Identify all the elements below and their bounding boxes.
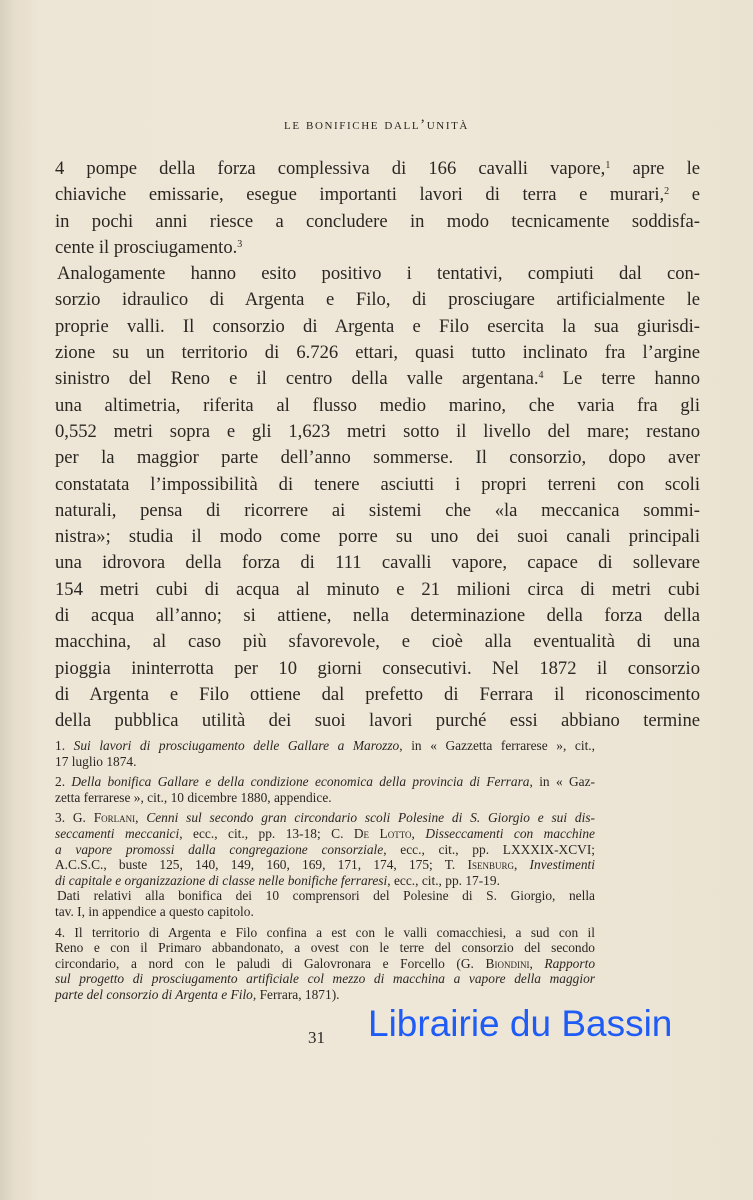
text-segment: , Ferrara, 1871). (252, 986, 340, 1002)
text-line (55, 235, 700, 261)
text-line (55, 754, 595, 770)
text-segment: della pubblica utilità dei suoi lavori purché essi abbiano termine (55, 710, 700, 732)
text-segment: 4 pompe della forza complessiva di 166 cavalli vapore, (55, 158, 606, 179)
text-segment: in pochi anni riesce a concludere in modo tecnicamente soddisfa- (55, 210, 700, 232)
text-line (55, 314, 700, 340)
footnote-ref: 2 (664, 186, 670, 198)
text-segment: e (669, 184, 700, 206)
text-segment: , ecc., cit., pp. 13-18; C. (179, 825, 354, 841)
text-line (55, 287, 700, 313)
text-segment: 4. Il territorio di Argenta e Filo confina a est con le valli comacchiesi, a sud con il (55, 924, 595, 940)
text-line (55, 156, 700, 182)
text-segment: Rapporto (544, 955, 596, 971)
text-segment: , (135, 810, 147, 826)
text-line (55, 419, 700, 445)
text-segment: constatata l’impossibilità di tenere asciutti i propri terreni con scoli (55, 473, 700, 495)
text-line (55, 940, 595, 956)
text-line (55, 445, 700, 471)
running-header: le bonifiche dall’unità (284, 117, 469, 133)
text-line (55, 524, 700, 550)
text-line (55, 498, 700, 524)
text-line (55, 682, 700, 708)
text-line (55, 209, 700, 235)
text-line (55, 656, 700, 682)
text-line (55, 857, 595, 873)
text-segment: seccamenti meccanici (55, 825, 180, 841)
text-segment: chiaviche emissarie, esegue importanti lavori di terra e murari, (55, 184, 665, 206)
text-line (55, 340, 700, 366)
text-line (55, 577, 700, 603)
text-segment: per la maggior parte dell’anno sommerse. Il consorzio, dopo aver (55, 447, 700, 469)
footnote (55, 810, 595, 919)
text-line (55, 774, 595, 790)
text-line (55, 842, 595, 858)
text-segment: Biondini (485, 955, 530, 971)
footnote-ref: 1 (605, 160, 611, 171)
text-segment: di Argenta e Filo ottiene dal prefetto di Ferrara il riconoscimento (55, 683, 700, 705)
text-segment: Isenburg (467, 857, 514, 873)
text-line (55, 472, 700, 498)
text-segment: apre le (610, 158, 700, 179)
text-line (55, 873, 595, 889)
text-segment: , ecc., cit., pp. 17-19. (387, 872, 500, 888)
text-segment: Analogamente hanno esito positivo i tentativi, compiuti dal con- (57, 263, 700, 285)
text-segment: 0,552 metri sopra e gli 1,623 metri sotto il livello del mare; restano (55, 420, 700, 442)
text-segment: una altimetria, riferita al flusso medio marino, che varia fra gli (55, 394, 700, 416)
text-segment: circondario, a nord con le paludi di Galovronara e Forcello (G. (55, 955, 486, 971)
text-line (55, 708, 700, 734)
text-segment: di capitale e organizzazione di classe nelle bonifiche ferraresi (55, 872, 388, 888)
text-segment: di acqua all’anno; si attiene, nella determinazione della forza della (55, 605, 700, 627)
main-text (55, 156, 700, 735)
text-segment: , ecc., cit., pp. LXXXIX-XCVI; (383, 841, 595, 857)
text-line (55, 790, 595, 806)
text-segment: Sui lavori di prosciugamento delle Gallare a Marozzo (73, 738, 400, 753)
text-segment: sorzio idraulico di Argenta e Filo, di prosciugare artificialmente le (55, 289, 700, 311)
text-segment: , (513, 857, 530, 873)
text-segment: Le terre hanno (543, 368, 700, 390)
text-segment: zione su un territorio di 6.726 ettari, quasi tutto inclinato fra l’argine (55, 342, 700, 364)
page-number: 31 (308, 1028, 325, 1047)
text-line (55, 956, 595, 972)
text-line (55, 904, 595, 920)
text-segment: 3. G. (55, 810, 94, 826)
text-line (55, 810, 595, 826)
text-segment: tav. I, in appendice a questo capitolo. (55, 903, 254, 919)
text-segment: 2. (55, 774, 72, 790)
text-segment: A.C.S.C., buste 125, 140, 149, 160, 169, 171, 174, 175; T. (55, 857, 468, 873)
text-line (55, 550, 700, 576)
text-line (55, 366, 700, 392)
text-segment: De Lotto (353, 825, 412, 841)
text-line (55, 888, 595, 904)
text-segment: sul progetto di prosciugamento artificiale col mezzo di macchina a vapore della maggior (55, 971, 595, 987)
watermark: Librairie du Bassin (368, 1003, 673, 1044)
text-segment: , in « Gaz- (529, 774, 595, 790)
footnote (55, 925, 595, 1003)
footnote (55, 738, 595, 769)
text-segment: Cenni sul secondo gran circondario scoli Polesine di S. Giorgio e sui dis- (146, 810, 595, 826)
text-line (55, 393, 700, 419)
text-segment: Investimenti (529, 857, 595, 873)
text-segment: , in « Gazzetta ferrarese », cit., (399, 738, 595, 753)
text-segment: proprie valli. Il consorzio di Argenta e Filo esercita la sua giurisdi- (55, 315, 700, 337)
text-line (55, 971, 595, 987)
text-line (55, 738, 595, 754)
text-segment: Dati relativi alla bonifica dei 10 comprensori del Polesine di S. Giorgio, nella (57, 888, 595, 904)
text-line (55, 261, 700, 287)
text-segment: zetta ferrarese », cit., 10 dicembre 1880, appendice. (55, 789, 332, 805)
footnotes (55, 738, 595, 1008)
text-segment: 17 luglio 1874. (55, 753, 137, 769)
text-segment: Forlani (93, 810, 136, 826)
text-line (55, 987, 595, 1003)
text-segment: cente il prosciugamento. (55, 236, 238, 258)
text-segment: parte del consorzio di Argenta e Filo (55, 986, 253, 1002)
text-segment: pioggia ininterrotta per 10 giorni consecutivi. Nel 1872 il consorzio (55, 657, 700, 679)
text-segment: macchina, al caso più sfavorevole, e cioè alla eventualità di una (55, 631, 700, 653)
text-segment: sinistro del Reno e il centro della valle argentana. (55, 368, 539, 390)
text-segment: 154 metri cubi di acqua al minuto e 21 milioni circa di metri cubi (55, 578, 700, 600)
footnote-ref: 3 (237, 238, 243, 250)
text-line (55, 182, 700, 208)
text-line (55, 826, 595, 842)
text-line (55, 629, 700, 655)
text-segment: 1. (55, 738, 74, 753)
text-segment: naturali, pensa di ricorrere ai sistemi che «la meccanica sommi- (55, 499, 700, 521)
text-segment: una idrovora della forza di 111 cavalli vapore, capace di sollevare (55, 552, 700, 574)
text-segment: a vapore promossi dalla congregazione consorziale (55, 841, 384, 857)
text-segment: Della bonifica Gallare e della condizione economica della provincia di Ferrara (71, 774, 530, 790)
footnote-ref: 4 (538, 370, 544, 382)
text-segment: , (411, 825, 426, 841)
text-segment: Disseccamenti con macchine (425, 825, 595, 841)
text-segment: nistra»; studia il modo come porre su uno dei suoi canali principali (55, 526, 700, 548)
text-segment: Reno e con il Primaro abbandonato, a ovest con le terre del consorzio del secondo (55, 940, 595, 956)
text-line (55, 925, 595, 941)
text-line (55, 603, 700, 629)
footnote (55, 774, 595, 805)
text-segment: , (529, 955, 545, 971)
